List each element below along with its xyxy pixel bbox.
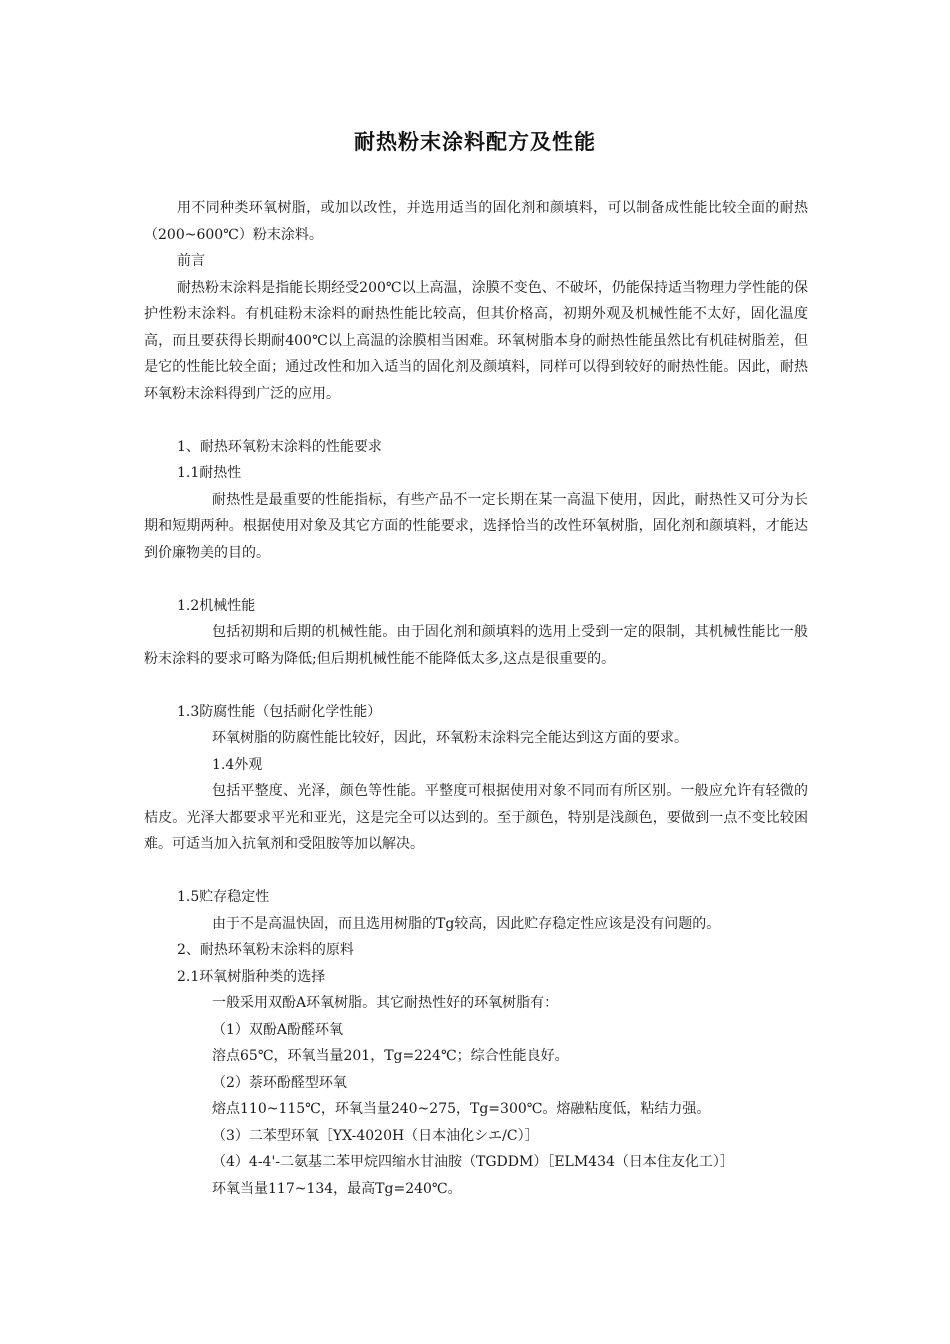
section-1-4-paragraph: 包括平整度、光泽，颜色等性能。平整度可根据使用对象不同而有所区别。一般应允许有轻微的桔皮。光泽大都要求平光和亚光，这是完全可以达到的。至于颜色，特别是浅颜色，要做到一点不变比较困难。可适当加入抗氧剂和受阻胺等加以解决。 xyxy=(144,783,808,852)
section-1-1-paragraph: 耐热性是最重要的性能指标，有些产品不一定长期在某一高温下使用，因此，耐热性又可分为长期和短期两种。根据使用对象及其它方面的性能要求，选择恰当的改性环氧树脂，固化剂和颜填料，才能达到价廉物美的目的。 xyxy=(144,491,808,561)
preface-heading: 前言 xyxy=(177,253,205,269)
resin-item-2-desc: 熔点110~115℃，环氧当量240~275，Tg=300℃。熔融粘度低，粘结力强。 xyxy=(212,1101,711,1117)
spacer xyxy=(144,672,808,699)
resin-item-4-desc: 环氧当量117~134，最高Tg=240℃。 xyxy=(212,1180,462,1197)
spacer xyxy=(144,407,808,434)
section-1-4-heading: 1.4外观 xyxy=(212,756,263,773)
resin-item-3: （3）二苯型环氧［YX-4020H（日本油化シエ/C）］ xyxy=(212,1127,539,1144)
section-1-3-heading: 1.3防腐性能（包括耐化学性能） xyxy=(177,703,382,720)
spacer xyxy=(144,566,808,593)
section-1-5-heading: 1.5贮存稳定性 xyxy=(177,889,270,905)
resin-item-4: （4）4-4'-二氨基二苯甲烷四缩水甘油胺（TGDDM）［ELM434（日本住友化工）］ xyxy=(212,1154,734,1170)
document-body xyxy=(144,195,808,1202)
preface-paragraph: 耐热粉末涂料是指能长期经受200℃以上高温，涂膜不变色、不破坏，仍能保持适当物理力学性能的保护性粉末涂料。有机硅粉末涂料的耐热性能比较高，但其价格高，初期外观及机械性能不太好，固化温度高，而且要获得长期耐400℃以上高温的涂膜相当困难。环氧树脂本身的耐热性能虽然比有机硅树脂差，但是它的性能比较全面；通过改性和加入适当的固化剂及颜填料，同样可以得到较好的耐热性能。因此，耐热环氧粉末涂料得到广泛的应用。 xyxy=(144,279,808,402)
spacer xyxy=(144,858,808,885)
section-1-2-heading: 1.2机械性能 xyxy=(177,597,256,614)
intro-paragraph: 用不同种类环氧树脂，或加以改性，并选用适当的固化剂和颜填料，可以制备成性能比较全面的耐热（200~600℃）粉末涂料。 xyxy=(144,200,808,243)
document-title: 耐热粉末涂料配方及性能 xyxy=(354,130,596,154)
section-2-1-paragraph: 一般采用双酚A环氧树脂。其它耐热性好的环氧树脂有： xyxy=(212,995,559,1011)
section-1-2-paragraph: 包括初期和后期的机械性能。由于固化剂和颜填料的选用上受到一定的限制，其机械性能比一般粉末涂料的要求可略为降低;但后期机械性能不能降低太多,这点是很重要的。 xyxy=(144,624,808,667)
resin-item-2: （2）萘环酚醛型环氧 xyxy=(212,1074,347,1091)
section-1-5-paragraph: 由于不是高温快固，而且选用树脂的Tg较高，因此贮存稳定性应该是没有问题的。 xyxy=(212,915,721,932)
resin-item-1: （1）双酚A酚醛环氧 xyxy=(212,1021,344,1038)
section-2-1-heading: 2.1环氧树脂种类的选择 xyxy=(177,968,326,985)
section-1-1-heading: 1.1耐热性 xyxy=(177,465,242,481)
resin-item-1-desc: 溶点65℃，环氧当量201，Tg=224℃；综合性能良好。 xyxy=(212,1048,569,1064)
section-1-3-paragraph: 环氧树脂的防腐性能比较好，因此，环氧粉末涂料完全能达到这方面的要求。 xyxy=(212,730,688,746)
section-1-heading: 1、耐热环氧粉末涂料的性能要求 xyxy=(177,438,382,455)
section-2-heading: 2、耐热环氧粉末涂料的原料 xyxy=(177,942,354,958)
